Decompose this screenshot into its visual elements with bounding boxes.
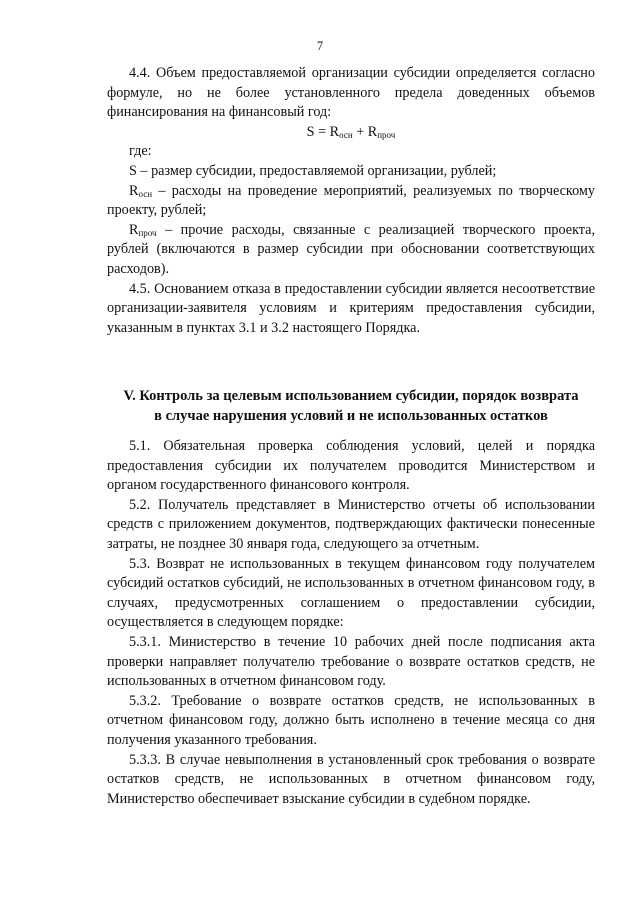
r-osn-subscript: осн — [138, 188, 153, 199]
formula-sub-proch: проч — [377, 129, 396, 140]
paragraph-5-1: 5.1. Обязательная проверка соблюдения условий, целей и порядка предоставления субсидии их получателем проводится Министерством и органом государственного финансового контроля. — [107, 438, 595, 494]
section-v-heading-line2: в случае нарушения условий и не использованных остатков — [154, 407, 548, 424]
definition-r-proch — [107, 221, 595, 280]
section-iv-continuation — [107, 64, 595, 338]
r-osn-text: – расходы на проведение мероприятий, реализуемых по творческому проекту, рублей; — [107, 182, 595, 219]
r-proch-text: – прочие расходы, связанные с реализацией творческого проекта, рублей (включаются в размер субсидии при обосновании соответствующих расходов). — [107, 221, 595, 277]
where-label: где: — [129, 143, 152, 160]
paragraph-4-4: 4.4. Объем предоставляемой организации субсидии определяется согласно формуле, но не более установленного предела доведенных объемов финансирования на финансовый год: — [107, 65, 595, 121]
formula-lhs: S = R — [306, 123, 340, 140]
section-v-body — [107, 437, 595, 809]
formula-plus-r: + R — [352, 123, 378, 140]
paragraph-4-5: 4.5. Основанием отказа в предоставлении субсидии является несоответствие организации-заявителя условиям и критериям предоставления субсидии, указанным в пунктах 3.1 и 3.2 настоящего Порядка. — [107, 280, 595, 336]
formula-sub-osn: осн — [339, 129, 353, 140]
paragraph-5-3-2: 5.3.2. Требование о возврате остатков средств, не использованных в отчетном финансовом году, должно быть исполнено в течение месяца со дня получения указанного требования. — [107, 692, 595, 748]
definition-s: S – размер субсидии, предоставляемой организации, рублей; — [129, 162, 497, 179]
section-v-heading — [107, 387, 595, 426]
paragraph-5-3: 5.3. Возврат не использованных в текущем финансовом году получателем субсидий остатков субсидий, не использованных в отчетном финансовом году, в случаях, предусмотренных соглашением о предоставлении субсидии, осуществляется в следующем порядке: — [107, 555, 595, 631]
r-symbol: R — [129, 182, 139, 199]
page-number: 7 — [316, 39, 324, 53]
paragraph-5-3-3: 5.3.3. В случае невыполнения в установленный срок требования о возврате остатков средств, не использованных в отчетном финансовом году, Министерство обеспечивает взыскание субсидии в судебном порядке. — [107, 751, 595, 807]
section-v-heading-line1: V. Контроль за целевым использованием субсидии, порядок возврата — [123, 388, 579, 404]
r-proch-subscript: проч — [138, 227, 157, 238]
definition-r-osn — [107, 182, 595, 221]
r-symbol: R — [129, 221, 139, 238]
paragraph-5-2: 5.2. Получатель представляет в Министерство отчеты об использовании средств с приложением документов, подтверждающих фактически понесенные затраты, не позднее 30 января года, следующего за отчетным. — [107, 496, 595, 552]
paragraph-5-3-1: 5.3.1. Министерство в течение 10 рабочих дней после подписания акта проверки направляет получателю требование о возврате остатков средств, не использованных в отчетном финансовом году. — [107, 633, 595, 690]
subsidy-formula — [107, 123, 595, 143]
